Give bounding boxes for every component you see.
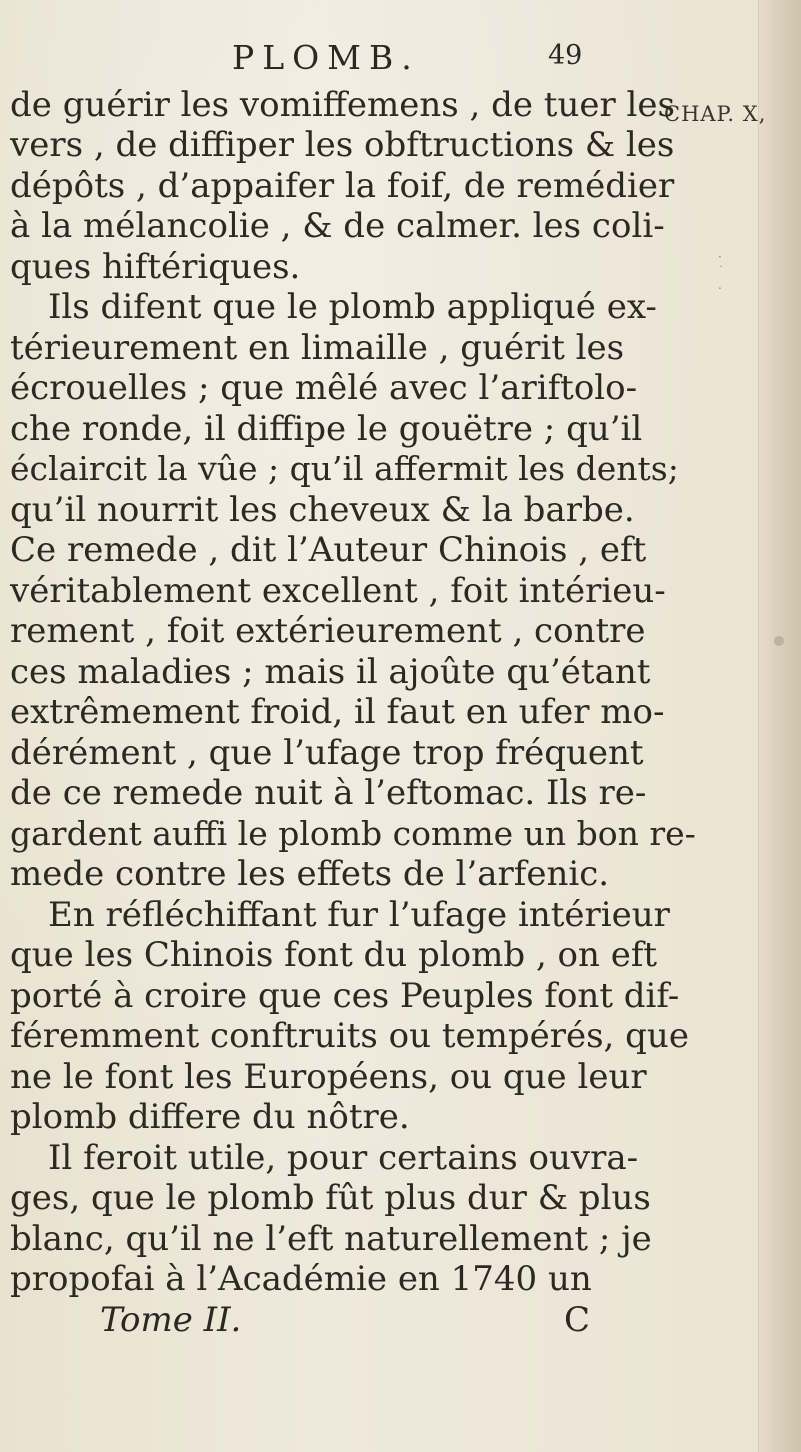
volume-signature: Tome II.: [100, 1300, 242, 1340]
text-line: térieurement en limaille , guérit les: [10, 328, 625, 368]
text-line: qu’il nourrit les cheveux & la barbe.: [10, 490, 635, 530]
text-line: extrêmement froid, il faut en ufer mo-: [10, 692, 665, 732]
running-title: PLOMB.: [232, 38, 420, 77]
paper-stain: [774, 636, 784, 646]
text-line: de ce remede nuit à l’eftomac. Ils re-: [10, 773, 647, 813]
text-line: dérément , que l’ufage trop fréquent: [10, 733, 644, 773]
page-gutter: [758, 0, 801, 1452]
text-line: Il feroit utile, pour certains ouvra-: [48, 1138, 639, 1178]
text-line: plomb differe du nôtre.: [10, 1097, 410, 1137]
text-line: porté à croire que ces Peuples font dif-: [10, 976, 680, 1016]
gathering-signature: C: [564, 1300, 591, 1340]
text-line: Ce remede , dit l’Auteur Chinois , eft: [10, 530, 647, 570]
text-line: gardent auffi le plomb comme un bon re-: [10, 814, 696, 853]
text-line: de guérir les vomiffemens , de tuer les: [10, 85, 675, 125]
text-line: blanc, qu’il ne l’eft naturellement ; je: [10, 1219, 652, 1259]
margin-note: CHAP. X,: [664, 102, 767, 126]
text-line: féremment conftruits ou tempérés, que: [10, 1016, 689, 1056]
text-line: ces maladies ; mais il ajoûte qu’étant: [10, 652, 651, 692]
text-line: dépôts , d’appaifer la foif, de remédier: [10, 166, 675, 206]
text-line: ques hiftériques.: [10, 247, 301, 287]
text-line: ne le font les Européens, ou que leur: [10, 1057, 647, 1097]
text-line: que les Chinois font du plomb , on eft: [10, 935, 658, 975]
page-footer: [0, 1300, 801, 1340]
text-line: à la mélancolie , & de calmer. les coli-: [10, 206, 665, 246]
text-line: Ils difent que le plomb appliqué ex-: [48, 287, 657, 327]
text-line: vers , de diffiper les obftructions & les: [10, 125, 675, 165]
text-line: véritablement excellent , foit intérieu-: [10, 571, 666, 611]
text-line: propofai à l’Académie en 1740 un: [10, 1259, 592, 1299]
text-line: che ronde, il diffipe le gouëtre ; qu’il: [10, 409, 643, 449]
page-number: 49: [548, 40, 583, 71]
text-line: ges, que le plomb fût plus dur & plus: [10, 1178, 651, 1218]
text-line: En réfléchiffant fur l’ufage intérieur: [48, 895, 670, 935]
text-line: écrouelles ; que mêlé avec l’ariftolo-: [10, 368, 638, 408]
text-line: éclaircit la vûe ; qu’il affermit les dents;: [10, 449, 679, 488]
text-line: rement , foit extérieurement , contre: [10, 611, 646, 651]
margin-marks: · ˙ .: [718, 250, 724, 292]
running-head: [0, 38, 801, 78]
text-line: mede contre les effets de l’arfenic.: [10, 854, 610, 894]
